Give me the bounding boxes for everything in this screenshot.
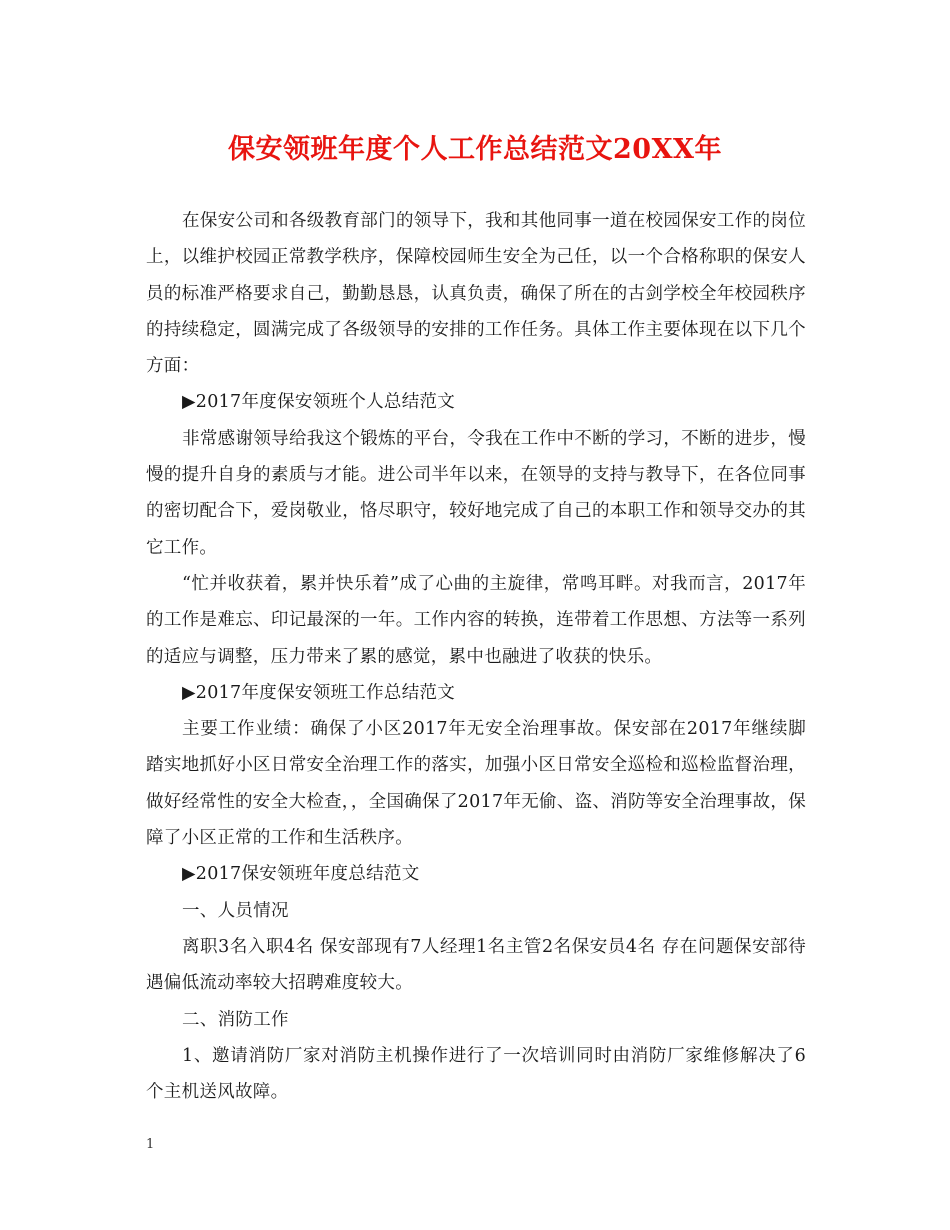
paragraph: 离职3名入职4名 保安部现有7人经理1名主管2名保安员4名 存在问题保安部待遇偏低流动率较大招聘难度较大。 [146, 936, 806, 994]
paragraph: 1、邀请消防厂家对消防主机操作进行了一次培训同时由消防厂家维修解决了6个主机送风故障。 [146, 1045, 806, 1103]
intro-paragraph: 在保安公司和各级教育部门的领导下，我和其他同事一道在校园保安工作的岗位上，以维护校园正常教学秩序，保障校园师生安全为己任，以一个合格称职的保安人员的标准严格要求自己，勤勤恳恳，认真负责，确保了所在的古剑学校全年校园秩序的持续稳定，圆满完成了各级领导的安排的工作任务。具体工作主要体现在以下几个方面： [146, 211, 806, 377]
subheading-fire-safety: 二、消防工作 [182, 1009, 289, 1030]
paragraph: “忙并收获着，累并快乐着”成了心曲的主旋律，常鸣耳畔。对我而言，2017年的工作是难忘、印记最深的一年。工作内容的转换，连带着工作思想、方法等一系列的适应与调整，压力带来了累的感觉，累中也融进了收获的快乐。 [146, 573, 806, 667]
document-body [146, 203, 806, 1110]
section-heading-work-summary: ▶2017年度保安领班工作总结范文 [182, 682, 456, 703]
paragraph: 非常感谢领导给我这个锻炼的平台，令我在工作中不断的学习，不断的进步，慢慢的提升自身的素质与才能。进公司半年以来，在领导的支持与教导下，在各位同事的密切配合下，爱岗敬业，恪尽职守，较好地完成了自己的本职工作和领导交办的其它工作。 [146, 428, 806, 558]
section-heading-annual-summary: ▶2017保安领班年度总结范文 [182, 864, 420, 885]
document-title: 保安领班年度个人工作总结范文20XX年 [228, 134, 722, 165]
paragraph: 主要工作业绩：确保了小区2017年无安全治理事故。保安部在2017年继续脚踏实地抓好小区日常安全治理工作的落实，加强小区日常安全巡检和巡检监督治理，做好经常性的安全大检查，，全国确保了2017年无偷、盗、消防等安全治理事故，保障了小区正常的工作和生活秩序。 [146, 719, 806, 849]
section-heading-personal-summary: ▶2017年度保安领班个人总结范文 [182, 392, 456, 413]
subheading-personnel: 一、人员情况 [182, 900, 289, 921]
page-number: 1 [146, 1137, 155, 1152]
